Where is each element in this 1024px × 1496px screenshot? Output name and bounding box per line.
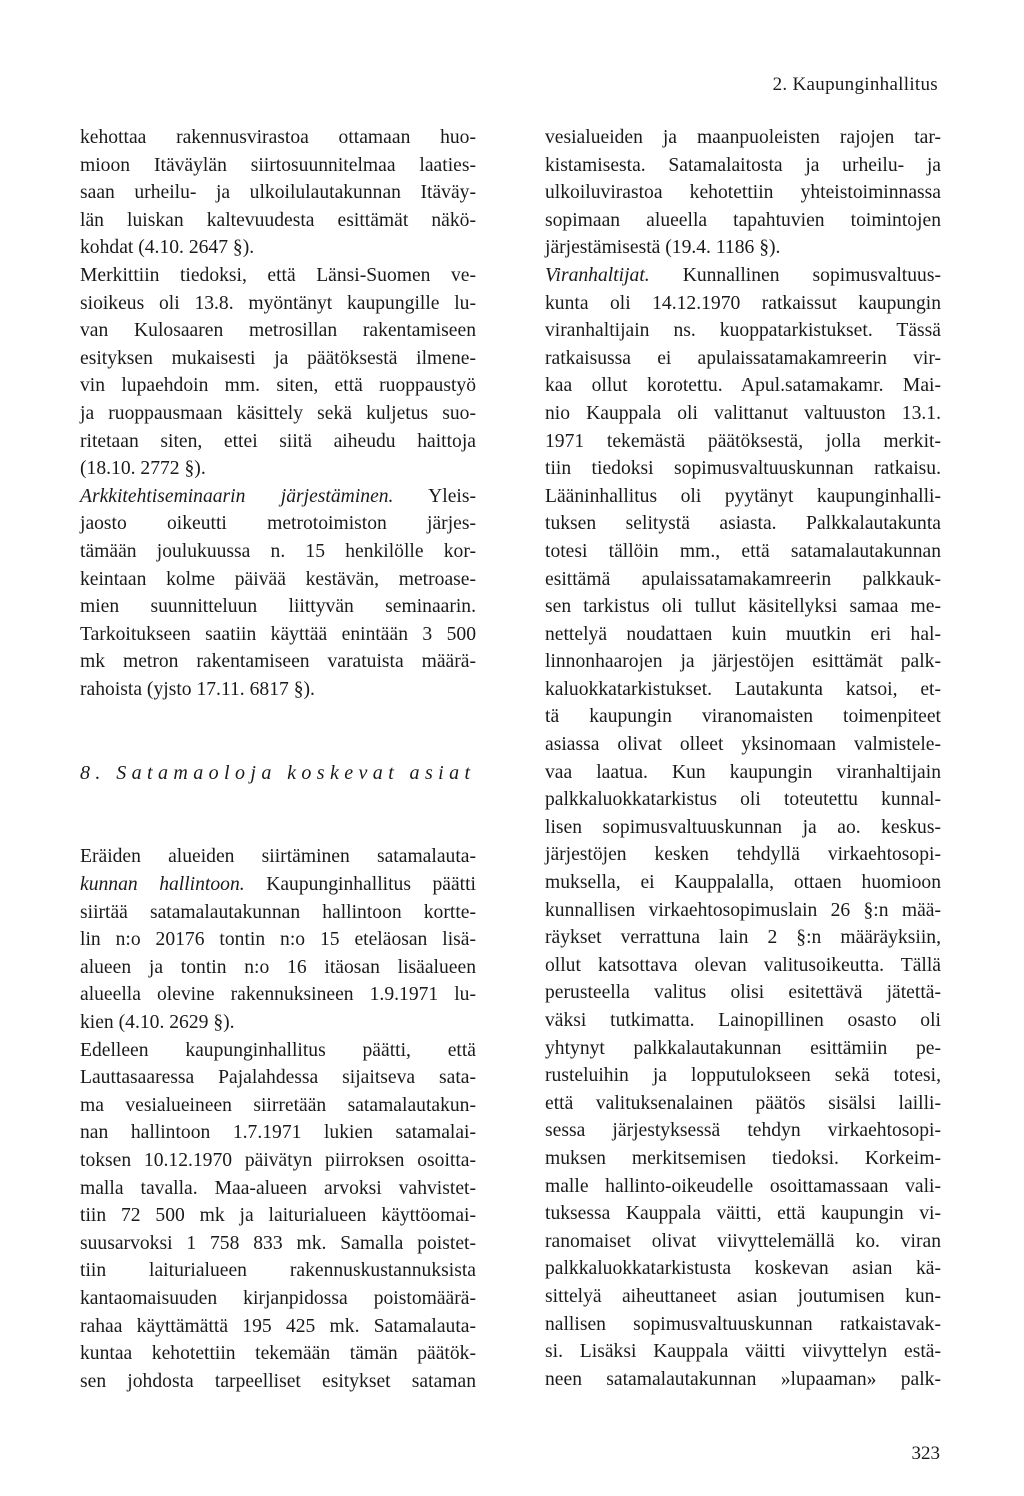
- text-line: sen johdosta tarpeelliset esitykset sataman: [80, 1370, 476, 1392]
- text-line: kohdat (4.10. 2647 §).: [80, 237, 255, 259]
- text-line: mioon Itäväylän siirtosuunnitelmaa laaties-: [80, 154, 476, 176]
- text-line: palkkaluokkatarkistus oli toteutettu kunnal-: [545, 789, 941, 811]
- text-line: rahaa käyttämättä 195 425 mk. Satamalauta-: [80, 1315, 476, 1337]
- text-line: nan hallintoon 1.7.1971 lukien satamalai-: [80, 1122, 476, 1144]
- paragraph: [545, 290, 941, 1394]
- subsection-heading: Eräiden alueiden siirtäminen satamalauta-: [80, 846, 476, 868]
- text-line: kantaomaisuuden kirjanpidossa poistomäärä-: [80, 1287, 476, 1309]
- text-line: Merkittiin tiedoksi, että Länsi-Suomen ve-: [80, 264, 476, 286]
- text-line: kehottaa rakennusvirastoa ottamaan huo-: [80, 127, 476, 148]
- text-line: (18.10. 2772 §).: [80, 458, 206, 480]
- text-line: saan urheilu- ja ulkoilulautakunnan Itäväy-: [80, 182, 476, 204]
- text-line: si. Lisäksi Kauppala väitti viivyttelyn estä-: [545, 1341, 941, 1363]
- paragraph: [80, 262, 476, 483]
- paragraph-heading-line: Arkkitehtiseminaarin järjestäminen. Yleis-: [80, 485, 477, 507]
- page-number: 323: [911, 1443, 940, 1464]
- text-line: ritetaan siten, ettei siitä aiheudu haittoja: [80, 430, 476, 452]
- text-line: räykset verrattuna lain 2 §:n määräyksiin,: [545, 927, 941, 949]
- text-line: ollut katsottava olevan valitusoikeutta. Tällä: [545, 954, 941, 976]
- run-in-heading: kunnan hallintoon.: [80, 874, 245, 896]
- text-line: että valituksenalainen päätös sisälsi lailli-: [545, 1092, 941, 1114]
- text-line: ja ruoppausmaan käsittely sekä kuljetus suo-: [80, 402, 476, 424]
- paragraph: [80, 1037, 476, 1396]
- text-line: jaosto oikeutti metrotoimiston järjes-: [80, 513, 476, 535]
- text-line: totesi tällöin mm., että satamalautakunnan: [545, 540, 941, 562]
- text-line: ratkaisussa ei apulaissatamakamreerin vir-: [545, 347, 941, 369]
- text-line: Tarkoitukseen saatiin käyttää enintään 3 500: [80, 623, 476, 645]
- text-line: malle hallinto-oikeudelle osoittamassaan vali-: [545, 1175, 941, 1197]
- text-line: palkkaluokkatarkistusta koskevan asian kä-: [545, 1258, 941, 1280]
- paragraph-heading-line: kunnan hallintoon. Kaupunginhallitus päätti: [80, 874, 476, 896]
- text-line: neen satamalautakunnan »lupaaman» palk-: [545, 1368, 941, 1390]
- text-line: sopimaan alueella tapahtuvien toimintojen: [545, 209, 941, 231]
- text-line: suusarvoksi 1 758 833 mk. Samalla poistet-: [80, 1232, 476, 1254]
- text-line: lisen sopimusvaltuuskunnan ja ao. keskus-: [545, 816, 941, 838]
- text-line: asiassa olivat olleet yksinomaan valmistele-: [545, 734, 941, 756]
- text-line: lin n:o 20176 tontin n:o 15 eteläosan lisä-: [80, 929, 476, 951]
- text-line: kistamisesta. Satamalaitosta ja urheilu- ja: [545, 154, 941, 176]
- text-line: kaa ollut korotettu. Apul.satamakamr. Mai-: [545, 375, 941, 397]
- text-line: järjestämisestä (19.4. 1186 §).: [545, 237, 781, 259]
- text-line: tiin 72 500 mk ja laiturialueen käyttöomai-: [80, 1205, 476, 1227]
- text-line: tiin tiedoksi sopimusvaltuuskunnan ratkaisu.: [545, 458, 941, 480]
- paragraph: [80, 124, 476, 262]
- text-line: toksen 10.12.1970 päivätyn piirroksen osoitta-: [80, 1150, 476, 1171]
- paragraph: [80, 899, 476, 1037]
- text-line: alueella olevine rakennuksineen 1.9.1971 lu-: [80, 984, 476, 1006]
- text-line: Lääninhallitus oli pyytänyt kaupunginhalli-: [545, 485, 941, 507]
- text-line: mk metron rakentamiseen varatuista määrä-: [80, 651, 476, 673]
- text-line: kunta oli 14.12.1970 ratkaissut kaupungin: [545, 292, 941, 314]
- text-line: vaa laatua. Kun kaupungin viranhaltijain: [545, 761, 941, 783]
- paragraph: [545, 124, 941, 262]
- text-line: muksella, ei Kauppalalla, ottaen huomioon: [545, 872, 941, 894]
- text-line: muksen merkitsemisen tiedoksi. Korkeim-: [545, 1147, 941, 1169]
- text-line: nio Kauppala oli valittanut valtuuston 13.1.: [545, 402, 941, 424]
- paragraph-heading-line: Viranhaltijat. Kunnallinen sopimusvaltuus-: [545, 264, 941, 286]
- text-line: esityksen mukaisesti ja päätöksestä ilmene-: [80, 347, 476, 369]
- text-line: nettelyä noudattaen kuin muutkin eri hal-: [545, 623, 941, 645]
- running-head: 2. Kaupunginhallitus: [772, 74, 938, 95]
- text-line: rahoista (yjsto 17.11. 6817 §).: [80, 678, 315, 700]
- text-line: sessa järjestyksessä tehdyn virkaehtosopi-: [545, 1120, 941, 1142]
- text-line: van Kulosaaren metrosillan rakentamiseen: [80, 320, 476, 342]
- text-line: Lauttasaaressa Pajalahdessa sijaitseva sata-: [80, 1067, 476, 1089]
- text-line: tä kaupungin viranomaisten toimenpiteet: [545, 706, 941, 728]
- text-line: alueen ja tontin n:o 16 itäosan lisäalueen: [80, 956, 476, 978]
- text-line: Edelleen kaupunginhallitus päätti, että: [80, 1039, 476, 1061]
- text-line: kuntaa kehotettiin tekemään tämän päätök-: [80, 1343, 476, 1365]
- run-in-heading: Viranhaltijat.: [545, 264, 650, 286]
- text-line: nallisen sopimusvaltuuskunnan ratkaistavak-: [545, 1313, 941, 1335]
- text-line: linnonhaarojen ja järjestöjen esittämät palk-: [545, 651, 941, 673]
- text-line: siirtää satamalautakunnan hallintoon kortte-: [80, 901, 476, 923]
- text-line: väksi tutkimatta. Lainopillinen osasto oli: [545, 1010, 941, 1031]
- run-in-heading: Arkkitehtiseminaarin järjestäminen.: [80, 485, 394, 507]
- text-line: esittämä apulaissatamakamreerin palkkauk-: [545, 568, 941, 590]
- text-line: kien (4.10. 2629 §).: [80, 1012, 235, 1034]
- text-line: sioikeus oli 13.8. myöntänyt kaupungille lu-: [80, 292, 476, 314]
- text-line: järjestöjen kesken tehdyllä virkaehtosopi-: [545, 844, 941, 866]
- text-line: vin lupaehdoin mm. siten, että ruoppaustyö: [80, 375, 476, 397]
- text-line: perusteella valitus olisi esitettävä jätettä-: [545, 982, 941, 1004]
- text-line: tiin laiturialueen rakennuskustannuksista: [80, 1260, 476, 1282]
- text-line: rusteluihin ja lopputulokseen sekä totesi,: [545, 1065, 941, 1087]
- text-line: län luiskan kaltevuudesta esittämät näkö-: [80, 209, 476, 231]
- text-line: kunnallisen virkaehtosopimuslain 26 §:n mää-: [545, 899, 941, 921]
- text-line: ma vesialueineen siirretään satamalautakun-: [80, 1094, 476, 1116]
- text-line: tuksessa Kauppala väitti, että kaupungin vi-: [545, 1203, 941, 1225]
- text-line: kaluokkatarkistukset. Lautakunta katsoi, et-: [545, 678, 941, 700]
- text-line: vesialueiden ja maanpuoleisten rajojen tar-: [545, 127, 941, 148]
- text-line: ulkoiluvirastoa kehotettiin yhteistoiminnassa: [545, 182, 941, 204]
- text-line: viranhaltijain ns. kuoppatarkistukset. Tässä: [545, 320, 941, 342]
- text-line: keintaan kolme päivää kestävän, metroase-: [80, 568, 476, 590]
- text-line: yhtynyt palkkalautakunnan esittämiin pe-: [545, 1037, 941, 1059]
- text-line: malla tavalla. Maa-alueen arvoksi vahvistet-: [80, 1177, 476, 1199]
- text-line: tämään joulukuussa n. 15 henkilölle kor-: [80, 540, 476, 562]
- text-line: sen tarkistus oli tullut käsitellyksi samaa me-: [545, 596, 941, 618]
- text-line: mien suunnitteluun liittyvän seminaarin.: [80, 596, 476, 618]
- text-line: 1971 tekemästä päätöksestä, jolla merkit-: [545, 430, 941, 452]
- section-title: 8. Satamaoloja koskevat asiat: [80, 762, 476, 785]
- right-column: [545, 124, 941, 1393]
- text-line: tuksen selitystä asiasta. Palkkalautakunta: [545, 513, 941, 535]
- paragraph: [80, 510, 476, 703]
- text-line: ranomaiset olivat viivyttelemällä ko. viran: [545, 1230, 941, 1252]
- text-line: sittelyä aiheuttaneet asian joutumisen kun-: [545, 1285, 941, 1307]
- left-column: [80, 124, 476, 1395]
